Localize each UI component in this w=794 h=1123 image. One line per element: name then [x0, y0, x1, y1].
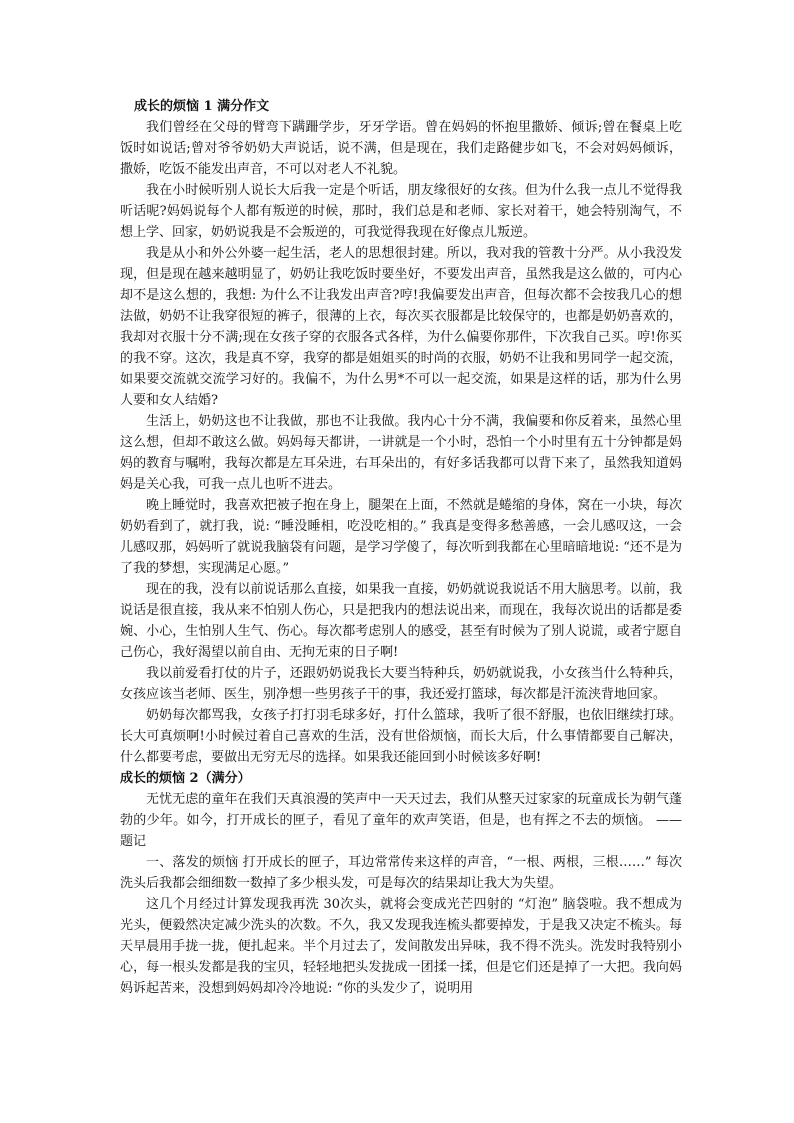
essay-1-paragraph: 生活上，奶奶这也不让我做，那也不让我做。我内心十分不满，我偏要和你反着来，虽然心里这么想，但却不敢这么做。妈妈每天都讲，一讲就是一个小时，恐怕一个小时里有五十分钟都是妈妈的教育与嘱咐，我每次都是左耳朵进，右耳朵出的，有好多话我都可以背下来了，虽然我知道妈妈是关心我，可我一点儿也听不进去。 [120, 414, 682, 492]
essay-1-paragraph: 晚上睡觉时，我喜欢把被子抱在身上，腿架在上面，不然就是蜷缩的身体，窝在一小块，每次奶奶看到了，就打我，说: “睡没睡相，吃没吃相的。” 我真是变得多愁善感，一会儿感叹这，一会儿感叹那，妈妈听了就说我脑袋有问题，是学习学傻了，每次听到我都在心里暗暗地说: “还不是为了我的梦想，实现满足心愿。” [120, 498, 682, 576]
essay-1-paragraph: 我们曾经在父母的臂弯下蹒跚学步，牙牙学语。曾在妈妈的怀抱里撒娇、倾诉;曾在餐桌上吃饭时如说话;曾对爷爷奶奶大声说话，说不满，但是现在，我们走路健步如飞，不会对妈妈倾诉，撒娇，吃饭不能发出声音，不可以对老人不礼貌。 [120, 120, 682, 177]
essay-2-paragraph: 无忧无虑的童年在我们天真浪漫的笑声中一天天过去，我们从整天过家家的玩童成长为朝气蓬勃的少年。如今，打开成长的匣子，看见了童年的欢声笑语，但是，也有挥之不去的烦恼。 ——题记 [120, 792, 682, 849]
essay-2-paragraph: 这几个月经过计算发现我再洗 30次头，就将会变成光芒四射的 “灯泡” 脑袋啦。我不想成为光头，便毅然决定减少洗头的次数。不久，我又发现我连梳头都要掉发，于是我又决定不梳头。每天早晨用手拢一拢，便扎起来。半个月过去了，发间散发出异味，我不得不洗头。洗发时我特别小心，每一根头发都是我的宝贝，轻轻地把头发拢成一团揉一揉，但是它们还是掉了一大把。我向妈妈诉起苦来，没想到妈妈却冷冷地说: “你的头发少了，说明用 [120, 897, 682, 996]
essay-2-paragraph: 一、落发的烦恼 打开成长的匣子，耳边常常传来这样的声音，“一根、两根，三根……” 每次洗头后我都会细细数一数掉了多少根头发，可是每次的结果却让我大为失望。 [120, 855, 682, 891]
essay-1-paragraph: 我以前爱看打仗的片子，还跟奶奶说我长大要当特种兵，奶奶就说我，小女孩当什么特种兵，女孩应该当老师、医生，别净想一些男孩子干的事，我还爱打篮球，每次都是汗流浃背地回家。 [120, 666, 682, 702]
essay-1-paragraph: 我在小时候听别人说长大后我一定是个听话，朋友缘很好的女孩。但为什么我一点儿不觉得我听话呢?妈妈说每个人都有叛逆的时候，那时，我们总是和老师、家长对着干，她会特别淘气，不想上学、回家，奶奶说我是不会叛逆的，可我觉得我现在好像点儿叛逆。 [120, 183, 682, 240]
essay-1-paragraph: 奶奶每次都骂我，女孩子打打羽毛球多好，打什么篮球，我听了很不舒服，也依旧继续打球。 长大可真烦啊!小时候过着自己喜欢的生活，没有世俗烦恼，而长大后，什么事情都要自己解决，什么都要考虑，要做出无穷无尽的选择。如果我还能回到小时候该多好啊! [120, 708, 682, 765]
essay-1-title: 成长的烦恼 1 满分作文 [134, 99, 270, 114]
essay-1-paragraph: 现在的我，没有以前说话那么直接，如果我一直接，奶奶就说我说话不用大脑思考。以前，我说话是很直接，我从来不怕别人伤心，只是把我内的想法说出来，而现在，我每次说出的话都是委婉、小心，生怕别人生气、伤心。每次都考虑别人的感受，甚至有时候为了别人说谎，或者宁愿自己伤心，我好渴望以前自由、无拘无束的日子啊! [120, 582, 682, 660]
essay-2-title: 成长的烦恼 2（满分） [120, 771, 251, 786]
document-page [120, 96, 682, 999]
essay-1-paragraph: 我是从小和外公外婆一起生活，老人的思想很封建。所以，我对我的管教十分严。从小我没发现，但是现在越来越明显了，奶奶让我吃饭时要坐好，不要发出声音，虽然我是这么做的，可内心却不是这么想的，我想: 为什么不让我发出声音?哼!我偏要发出声音，但每次都不会按我几心的想法做，奶奶不让我穿很短的裤子，很薄的上衣，每次买衣服都是比较保守的，也都是奶奶喜欢的，我却对衣服十分不满;现在女孩子穿的衣服各式各样，为什么偏要你那件，下次我自己买。哼!你买的我不穿。这次，我是真不穿，我穿的都是姐姐买的时尚的衣服，奶奶不让我和男同学一起交流，如果要交流就交流学习好的。我偏不，为什么男*不可以一起交流，如果是这样的话，那为什么男人要和女人结婚? [120, 246, 682, 408]
